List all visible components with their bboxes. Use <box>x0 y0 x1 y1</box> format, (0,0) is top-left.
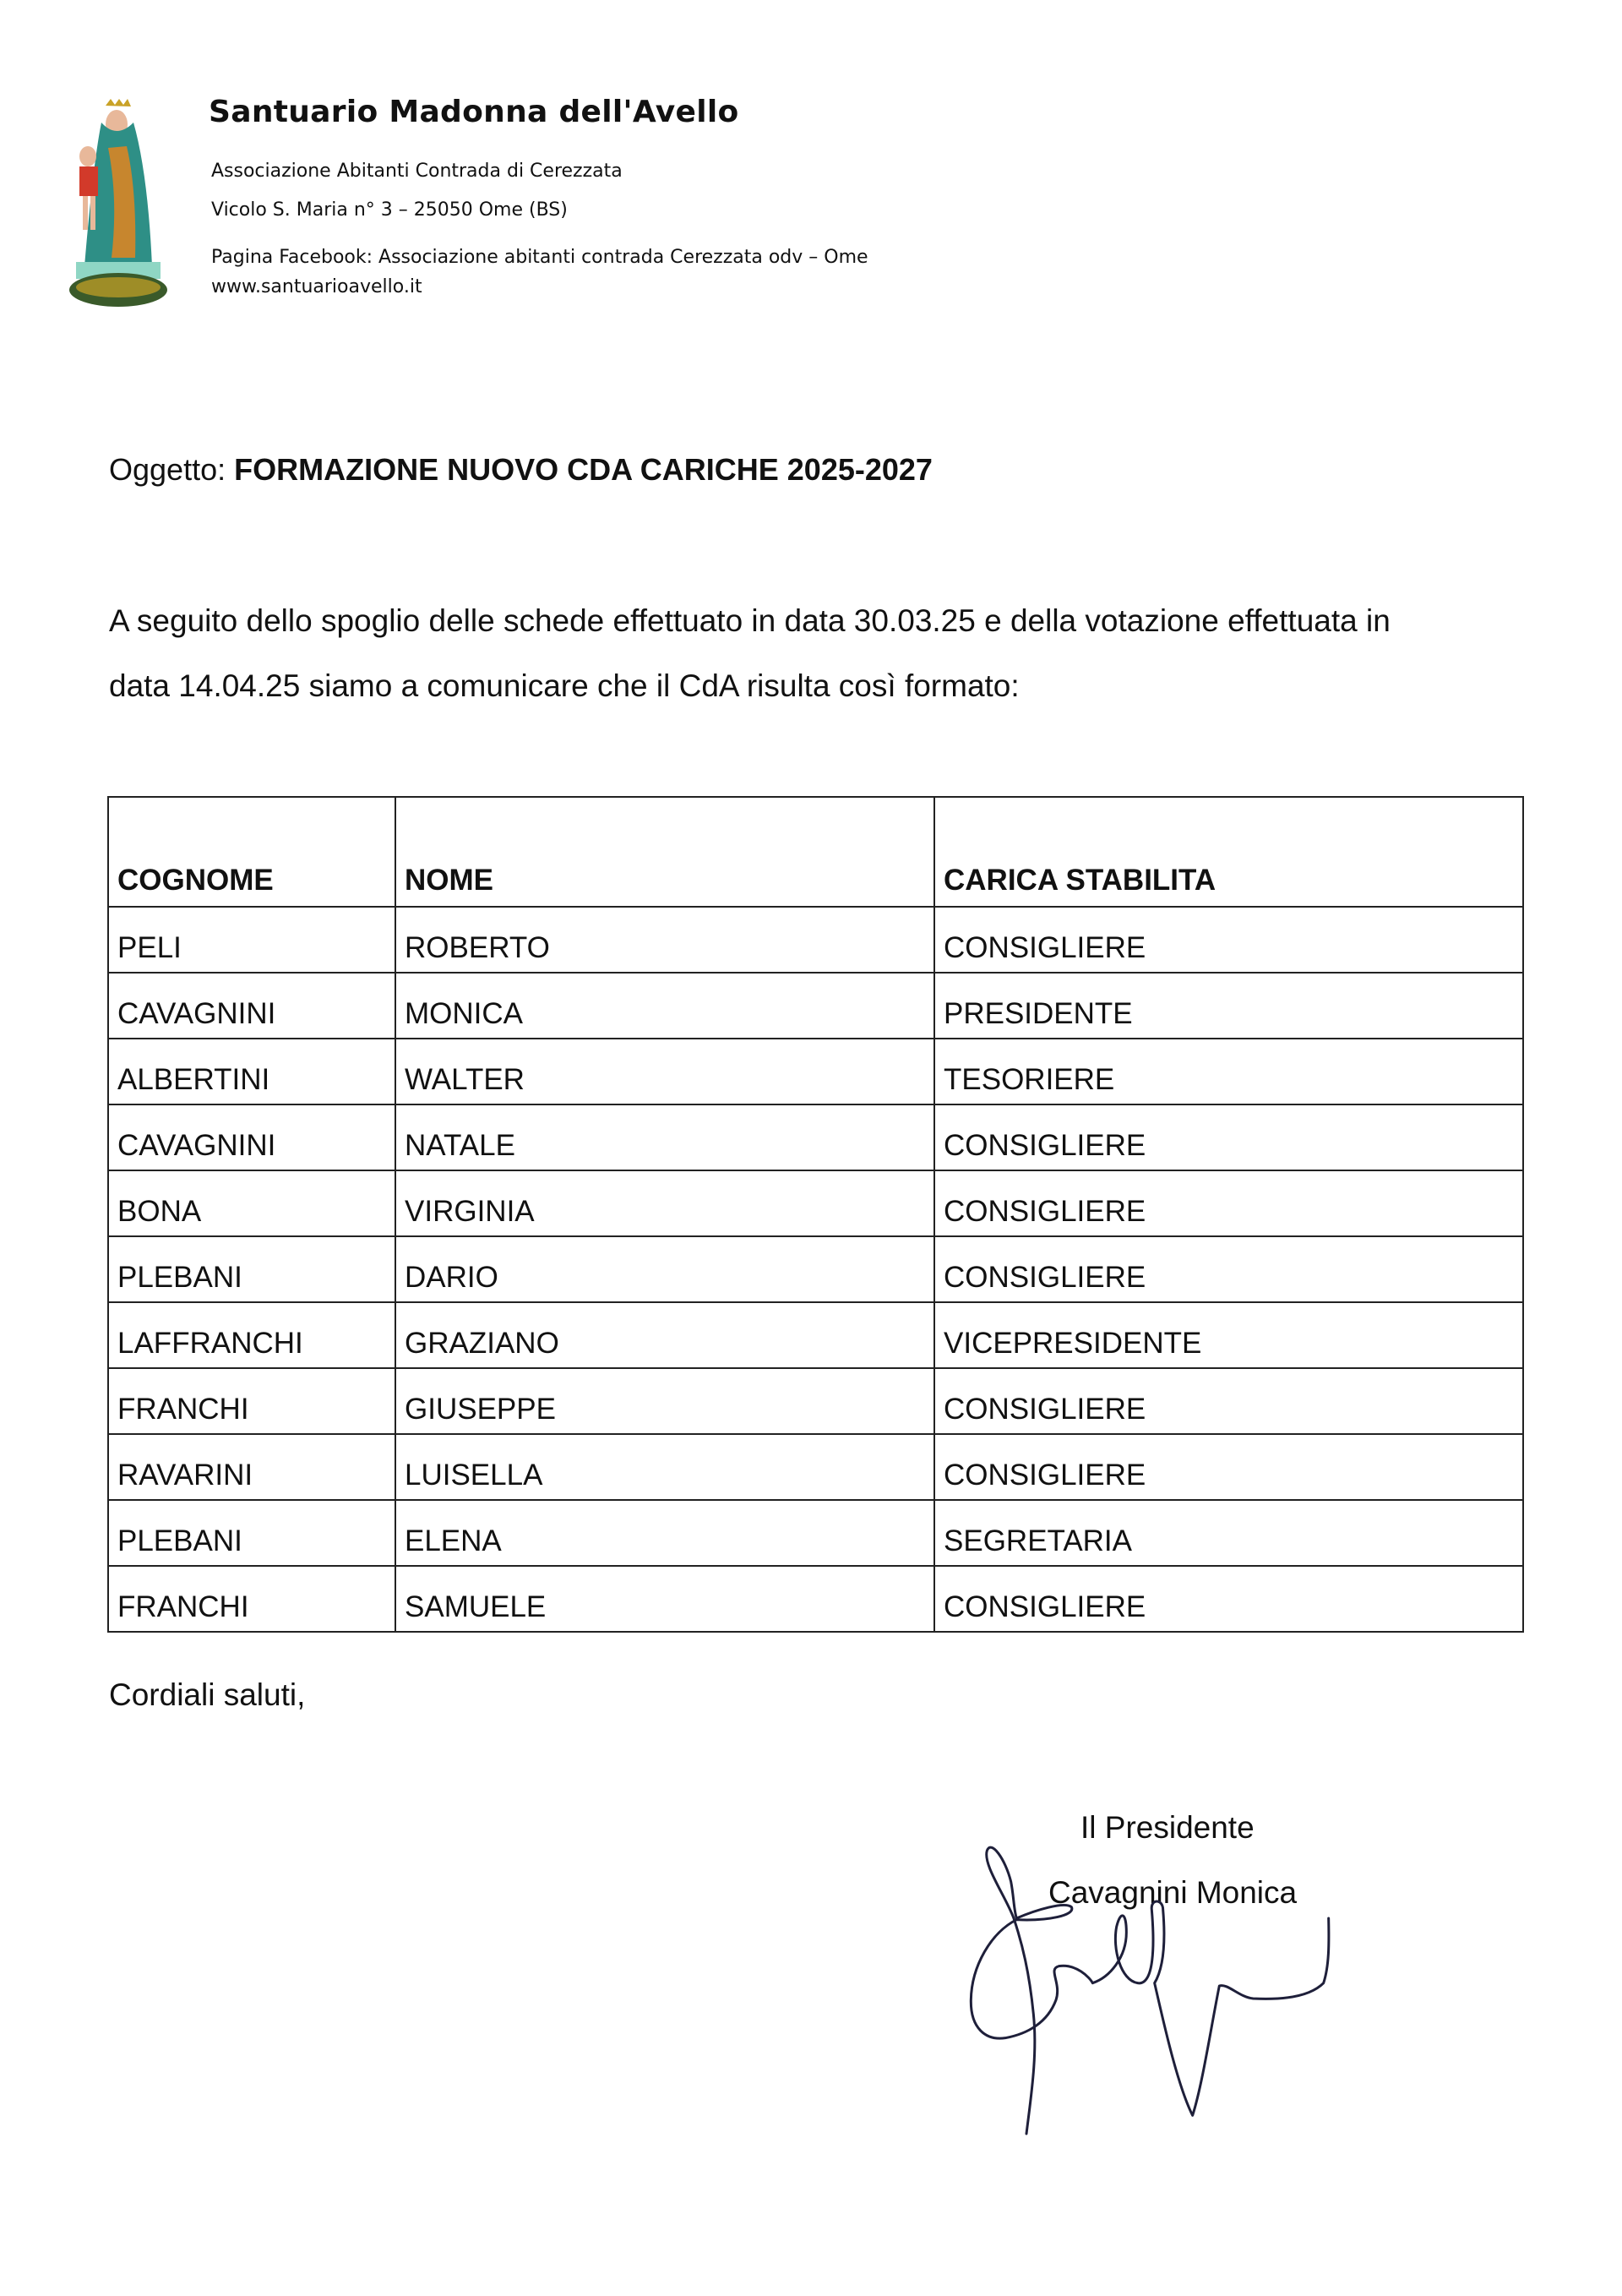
cell-nome: SAMUELE <box>395 1566 934 1632</box>
handwritten-signature <box>929 1775 1369 2180</box>
subject-text: FORMAZIONE NUOVO CDA CARICHE 2025-2027 <box>234 452 933 487</box>
cell-cognome: PLEBANI <box>108 1236 395 1302</box>
cell-nome: GRAZIANO <box>395 1302 934 1368</box>
board-table <box>107 796 1524 1633</box>
cell-nome: GIUSEPPE <box>395 1368 934 1434</box>
cell-cognome: FRANCHI <box>108 1368 395 1434</box>
cell-carica: VICEPRESIDENTE <box>934 1302 1523 1368</box>
cell-carica: CONSIGLIERE <box>934 1566 1523 1632</box>
body-line-2: data 14.04.25 siamo a comunicare che il CdA risulta così formato: <box>109 668 1020 703</box>
table-row <box>108 1170 1523 1236</box>
association-name: Associazione Abitanti Contrada di Cerezzata <box>211 161 623 182</box>
facebook-page: Pagina Facebook: Associazione abitanti contrada Cerezzata odv – Ome <box>211 247 868 268</box>
cell-carica: CONSIGLIERE <box>934 1434 1523 1500</box>
cell-nome: WALTER <box>395 1039 934 1104</box>
cell-cognome: RAVARINI <box>108 1434 395 1500</box>
cell-nome: MONICA <box>395 973 934 1039</box>
table-row <box>108 1566 1523 1632</box>
body-line-1: A seguito dello spoglio delle schede effettuato in data 30.03.25 e della votazione effettuata in <box>109 603 1391 638</box>
cell-carica: PRESIDENTE <box>934 973 1523 1039</box>
cell-nome: ELENA <box>395 1500 934 1566</box>
subject-line <box>109 452 933 488</box>
website-link[interactable]: www.santuarioavello.it <box>211 276 422 297</box>
signer-name: Cavagnini Monica <box>1048 1875 1298 1910</box>
cell-nome: LUISELLA <box>395 1434 934 1500</box>
cell-carica: CONSIGLIERE <box>934 1104 1523 1170</box>
header-carica: CARICA STABILITA <box>934 797 1523 907</box>
cell-carica: CONSIGLIERE <box>934 907 1523 973</box>
cell-cognome: BONA <box>108 1170 395 1236</box>
cell-cognome: PELI <box>108 907 395 973</box>
table-row <box>108 1500 1523 1566</box>
table-row <box>108 1039 1523 1104</box>
address: Vicolo S. Maria n° 3 – 25050 Ome (BS) <box>211 199 568 221</box>
cell-carica: CONSIGLIERE <box>934 1236 1523 1302</box>
table-header-row <box>108 797 1523 907</box>
table-row <box>108 1434 1523 1500</box>
header-nome: NOME <box>395 797 934 907</box>
header-cognome: COGNOME <box>108 797 395 907</box>
cell-cognome: CAVAGNINI <box>108 973 395 1039</box>
madonna-statue-logo <box>59 97 177 308</box>
cell-cognome: PLEBANI <box>108 1500 395 1566</box>
cell-carica: TESORIERE <box>934 1039 1523 1104</box>
cell-carica: CONSIGLIERE <box>934 1368 1523 1434</box>
table-row <box>108 1236 1523 1302</box>
cell-carica: CONSIGLIERE <box>934 1170 1523 1236</box>
table-row <box>108 1104 1523 1170</box>
cell-nome: NATALE <box>395 1104 934 1170</box>
subject-label: Oggetto: <box>109 452 235 487</box>
table-row <box>108 907 1523 973</box>
cell-cognome: FRANCHI <box>108 1566 395 1632</box>
cell-cognome: ALBERTINI <box>108 1039 395 1104</box>
closing-greeting: Cordiali saluti, <box>109 1677 306 1712</box>
cell-carica: SEGRETARIA <box>934 1500 1523 1566</box>
cell-nome: DARIO <box>395 1236 934 1302</box>
cell-nome: VIRGINIA <box>395 1170 934 1236</box>
sanctuary-title: Santuario Madonna dell'Avello <box>209 95 739 129</box>
table-row <box>108 1368 1523 1434</box>
cell-nome: ROBERTO <box>395 907 934 973</box>
table-row <box>108 1302 1523 1368</box>
cell-cognome: LAFFRANCHI <box>108 1302 395 1368</box>
signer-role: Il Presidente <box>1080 1810 1255 1845</box>
table-row <box>108 973 1523 1039</box>
cell-cognome: CAVAGNINI <box>108 1104 395 1170</box>
